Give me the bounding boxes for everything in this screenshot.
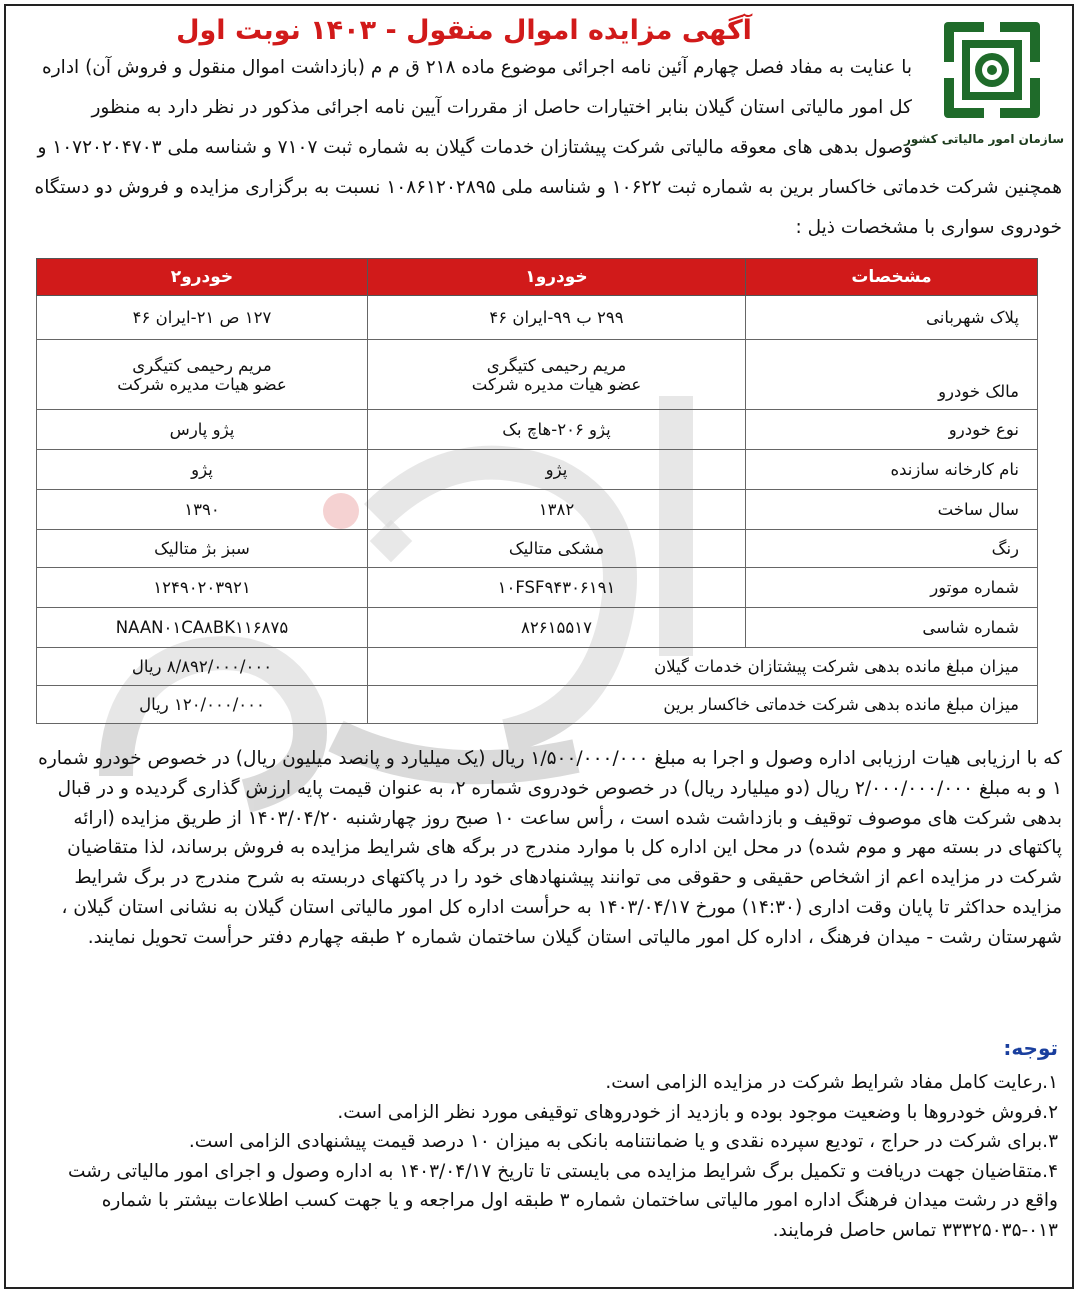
notes-list (18, 1068, 1058, 1245)
car2-value: NAAN۰۱CA۸BK۱۱۶۸۷۵ (37, 608, 368, 648)
car1-owner-role: عضو هیات مدیره شرکت (471, 374, 642, 394)
note-item-4a: ۴.متقاضیان جهت دریافت و تکمیل برگ شرایط مزایده می بایستی تا تاریخ ۱۴۰۳/۰۴/۱۷ به اداره وصول و اجرای امور مالیاتی رشت (67, 1160, 1058, 1182)
intro-line-3: وصول بدهی های معوقه مالیاتی شرکت پیشتازان خدمات گیلان به شماره ثبت ۷۱۰۷ و شناسه ملی ۱۰۷۲۰۲۰۴۷۰۳ و (37, 137, 912, 158)
notes-title: توجه: (1003, 1036, 1058, 1060)
debt-amount: ۸/۸۹۲/۰۰۰/۰۰۰ ریال (37, 648, 368, 686)
table-row (37, 648, 1038, 686)
table-row (37, 410, 1038, 450)
body-line-5: شرکت در مزایده اعم از اشخاص حقیقی و حقوقی می توانند پیشنهادهای خود را در پاکتهای دربسته به شرح مندرج در برگ شرایط (74, 867, 1062, 889)
row-label: شماره موتور (746, 568, 1038, 608)
car2-value: پژو (37, 450, 368, 490)
page-title: آگهی مزایده اموال منقول - ۱۴۰۳ نوبت اول (176, 15, 752, 46)
body-line-2: ۱ و به مبلغ ۲/۰۰۰/۰۰۰/۰۰۰ ریال (دو میلیارد ریال) در خصوص خودروی شماره ۲، به عنوان قیمت پایه ارزش گذاری گردیده و در قبال (57, 777, 1062, 799)
car2-value: ۱۲۴۹۰۲۰۳۹۲۱ (37, 568, 368, 608)
table-row (37, 490, 1038, 530)
car1-value: پژو (368, 450, 746, 490)
car1-value: پژو ۲۰۶-هاچ بک (368, 410, 746, 450)
body-line-1: که با ارزیابی هیات ارزیابی اداره وصول و اجرا به مبلغ ۱/۵۰۰/۰۰۰/۰۰۰ ریال (یک میلیارد و پانصد میلیون ریال) در خصوص خودرو شماره (38, 748, 1062, 769)
table-row (37, 450, 1038, 490)
intro-line-1: با عنایت به مفاد فصل چهارم آئین نامه اجرائی موضوع ماده ۲۱۸ ق م م (بازداشت اموال منقول و فروش آن) اداره (42, 57, 912, 78)
body-line-3: بدهی شرکت های موصوف توقیف و بازداشت شده است ، رأس ساعت ۱۰ صبح روز چهارشنبه ۱۴۰۳/۰۴/۲۰ از طریق مزایده (ارائه (73, 807, 1062, 829)
car2-value: ۱۳۹۰ (37, 490, 368, 530)
tax-org-emblem-icon (936, 14, 1048, 126)
note-item-2: ۲.فروش خودروها با وضعیت موجود بوده و بازدید از خودروهای توقیفی مورد نظر الزامی است. (337, 1101, 1058, 1123)
car1-value: ۲۹۹ ب ۹۹-ایران ۴۶ (368, 296, 746, 340)
table-row (37, 340, 1038, 410)
car1-value: ۸۲۶۱۵۵۱۷ (368, 608, 746, 648)
body-line-7: شهرستان رشت - میدان فرهنگ ، اداره کل امور مالیاتی استان گیلان ساختمان شماره ۲ طبقه چهارم دفتر حرأست تحویل نمایند. (87, 926, 1062, 948)
advertisement-page (4, 4, 1074, 1289)
row-label: سال ساخت (746, 490, 1038, 530)
intro-line-4: همچنین شرکت خدماتی خاکسار برین به شماره ثبت ۱۰۶۲۲ و شناسه ملی ۱۰۸۶۱۲۰۲۸۹۵ نسبت به برگزاری مزایده و فروش دو دستگاه (34, 177, 1062, 198)
row-label: رنگ (746, 530, 1038, 568)
table-row (37, 296, 1038, 340)
table-row (37, 568, 1038, 608)
table-row (37, 686, 1038, 724)
header-car1: خودرو۱ (368, 259, 746, 296)
note-item-4c: ۳۳۳۲۵۰۳۵-۰۱۳ تماس حاصل فرمایند. (772, 1219, 1058, 1241)
car2-value: ۱۲۷ ص ۲۱-ایران ۴۶ (37, 296, 368, 340)
body-line-6: مزایده حداکثر تا پایان وقت اداری (۱۴:۳۰) مورخ ۱۴۰۳/۰۴/۱۷ به حرأست اداره کل امور مالیاتی استان گیلان به نشانی استان گیلان ، (61, 896, 1062, 918)
car1-owner-name: مریم رحیمی کتیگری (486, 355, 627, 375)
table-row (37, 608, 1038, 648)
row-label: پلاک شهربانی (746, 296, 1038, 340)
row-label: نوع خودرو (746, 410, 1038, 450)
car2-value: پژو پارس (37, 410, 368, 450)
intro-line-5: خودروی سواری با مشخصات ذیل : (795, 217, 1062, 238)
car2-value: سبز بژ متالیک (37, 530, 368, 568)
body-paragraph (14, 744, 1062, 953)
table-row (37, 530, 1038, 568)
header-specs: مشخصات (746, 259, 1038, 296)
row-label: نام کارخانه سازنده (746, 450, 1038, 490)
debt-label: میزان مبلغ مانده بدهی شرکت پیشتازان خدمات گیلان (368, 648, 1038, 686)
debt-label: میزان مبلغ مانده بدهی شرکت خدماتی خاکسار برین (368, 686, 1038, 724)
row-label: مالک خودرو (746, 340, 1038, 410)
tax-organization-logo (903, 14, 1064, 154)
car2-owner-role: عضو هیات مدیره شرکت (117, 374, 287, 394)
note-item-1: ۱.رعایت کامل مفاد شرایط شرکت در مزایده الزامی است. (605, 1072, 1058, 1093)
car1-value: ۱۰FSF۹۴۳۰۶۱۹۱ (368, 568, 746, 608)
note-item-3: ۳.برای شرکت در حراج ، تودیع سپرده نقدی و یا ضمانتنامه بانکی به میزان ۱۰ درصد قیمت پیشنهادی الزامی است. (188, 1131, 1058, 1152)
debt-amount: ۱۲۰/۰۰۰/۰۰۰ ریال (37, 686, 368, 724)
table-header-row (37, 259, 1038, 296)
row-label: شماره شاسی (746, 608, 1038, 648)
header-car2: خودرو۲ (37, 259, 368, 296)
car2-owner-name: مریم رحیمی کتیگری (132, 355, 272, 375)
note-item-4b: واقع در رشت میدان فرهنگ اداره امور مالیاتی ساختمان شماره ۳ طبقه اول مراجعه و یا جهت کسب اطلاعات بیشتر با شماره (101, 1190, 1058, 1211)
body-line-4: پاکتهای در بسته مهر و موم شده) در محل این اداره کل با موارد مندرج در برگه های شرایط مزایده به فروش برساند، لذا متقاضیان (67, 837, 1062, 859)
car1-owner (368, 340, 746, 410)
car2-owner (37, 340, 368, 410)
vehicle-specs-table (36, 258, 1038, 724)
logo-caption: سازمان امور مالیاتی کشور (903, 132, 1064, 146)
car1-value: مشکی متالیک (368, 530, 746, 568)
intro-line-2: کل امور مالیاتی استان گیلان بنابر اختیارات حاصل از مقررات آیین نامه اجرائی مذکور در نظر دارد به منظور (91, 97, 912, 118)
car1-value: ۱۳۸۲ (368, 490, 746, 530)
